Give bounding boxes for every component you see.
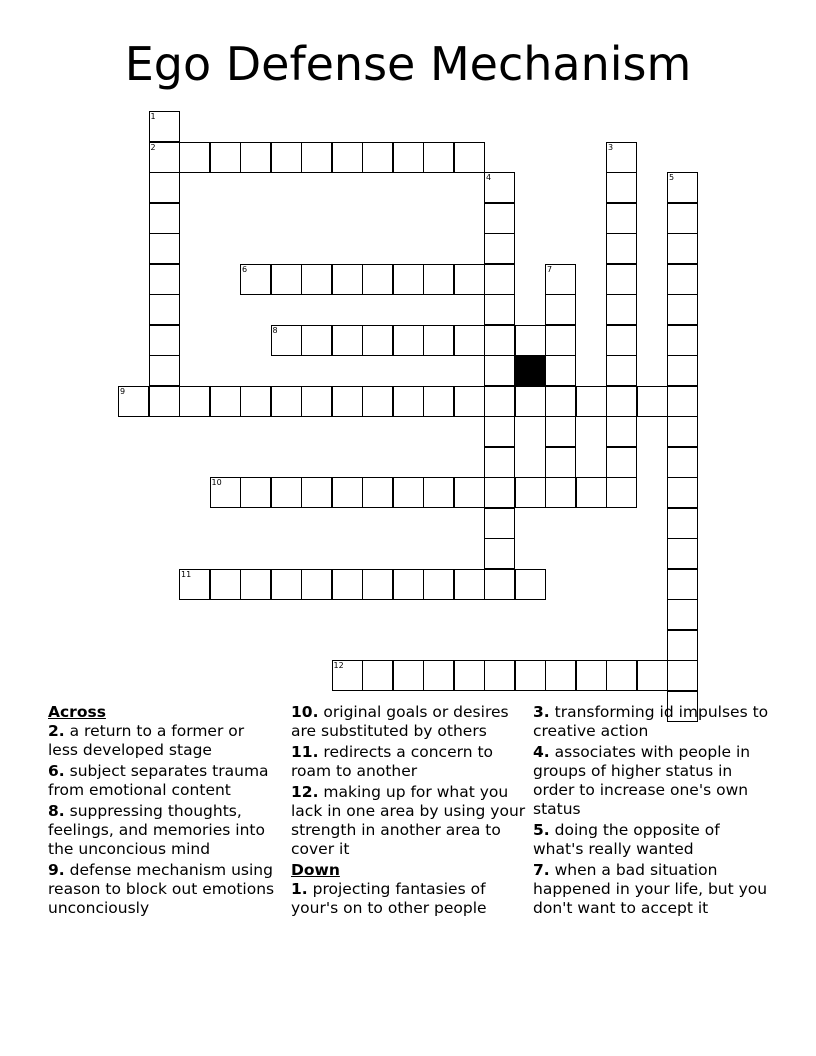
grid-cell[interactable] — [423, 569, 454, 600]
clue-across-10: 10. original goals or desires are substituted by others — [291, 703, 509, 740]
grid-cell[interactable] — [606, 203, 637, 234]
grid-cell[interactable] — [454, 325, 485, 356]
grid-cell[interactable] — [210, 569, 241, 600]
grid-cell[interactable] — [454, 264, 485, 295]
grid-cell[interactable] — [667, 294, 698, 325]
clue-down-5: 5. doing the opposite of what's really wanted — [533, 821, 720, 858]
cell-number-4: 4 — [486, 173, 492, 182]
grid-cell[interactable] — [362, 264, 393, 295]
cell-number-7: 7 — [547, 264, 553, 274]
grid-cell[interactable] — [667, 508, 698, 539]
grid-cell[interactable] — [515, 569, 546, 600]
grid-cell[interactable] — [515, 386, 546, 417]
clue-across-11: 11. redirects a concern to roam to another — [291, 743, 494, 780]
grid-cell[interactable] — [637, 660, 668, 691]
grid-cell[interactable] — [606, 233, 637, 264]
grid-cell[interactable] — [484, 538, 515, 569]
cell-number-8: 8 — [272, 325, 278, 335]
grid-cell[interactable] — [667, 569, 698, 600]
grid-cell[interactable] — [606, 416, 637, 447]
grid-cell[interactable] — [606, 294, 637, 325]
grid-cell[interactable] — [149, 325, 180, 356]
grid-cell[interactable] — [362, 477, 393, 508]
clue-down-1: 1. projecting fantasies of your's on to other people — [291, 880, 487, 917]
grid-cell[interactable] — [667, 599, 698, 630]
grid-cell[interactable] — [301, 264, 332, 295]
grid-cell[interactable] — [393, 569, 424, 600]
cell-number-1: 1 — [150, 112, 156, 121]
grid-cell[interactable] — [545, 325, 576, 356]
grid-cell[interactable] — [515, 477, 546, 508]
grid-cell[interactable] — [484, 447, 515, 478]
grid-cell[interactable] — [393, 386, 424, 417]
cell-number-2: 2 — [150, 142, 156, 152]
grid-cell[interactable] — [149, 233, 180, 264]
grid-cell[interactable] — [545, 294, 576, 325]
grid-cell[interactable] — [454, 569, 485, 600]
cell-number-11: 11 — [181, 569, 192, 579]
grid-cell[interactable] — [667, 264, 698, 295]
grid-cell[interactable] — [271, 386, 302, 417]
grid-cell[interactable] — [484, 416, 515, 447]
grid-cell[interactable] — [332, 142, 363, 173]
clues-column-3 — [533, 703, 773, 920]
grid-cell[interactable] — [423, 142, 454, 173]
grid-cell[interactable] — [637, 386, 668, 417]
grid-cell[interactable] — [332, 325, 363, 356]
grid-cell[interactable] — [545, 355, 576, 386]
grid-cell[interactable] — [332, 569, 363, 600]
grid-cell[interactable] — [393, 660, 424, 691]
clue-across-9: 9. defense mechanism using reason to block out emotions unconciously — [48, 861, 275, 917]
grid-cell[interactable] — [484, 660, 515, 691]
clue-down-7: 7. when a bad situation happened in your life, but you don't want to accept it — [533, 861, 768, 917]
clue-down-4: 4. associates with people in groups of higher status in order to increase one's own status — [533, 743, 751, 818]
grid-cell[interactable] — [606, 264, 637, 295]
grid-cell[interactable] — [667, 233, 698, 264]
grid-cell[interactable] — [393, 325, 424, 356]
grid-cell[interactable] — [515, 660, 546, 691]
grid-cell[interactable] — [606, 660, 637, 691]
grid-cell[interactable] — [454, 660, 485, 691]
grid-cell[interactable] — [240, 569, 271, 600]
grid-cell[interactable] — [606, 386, 637, 417]
grid-cell[interactable] — [423, 325, 454, 356]
grid-cell[interactable] — [332, 477, 363, 508]
grid-cell[interactable] — [667, 416, 698, 447]
grid-cell[interactable] — [423, 386, 454, 417]
cell-number-10: 10 — [211, 478, 222, 487]
cell-number-3: 3 — [608, 142, 614, 152]
grid-cell[interactable] — [240, 477, 271, 508]
grid-cell[interactable] — [332, 386, 363, 417]
cell-number-6: 6 — [242, 264, 248, 274]
grid-cell[interactable] — [606, 355, 637, 386]
grid-cell[interactable] — [606, 325, 637, 356]
grid-cell[interactable] — [606, 447, 637, 478]
cell-number-9: 9 — [120, 386, 126, 396]
black-square — [515, 355, 546, 386]
grid-cell[interactable] — [545, 447, 576, 478]
grid-cell[interactable] — [362, 325, 393, 356]
grid-cell[interactable] — [667, 630, 698, 661]
grid-cell[interactable] — [301, 569, 332, 600]
grid-cell[interactable] — [667, 538, 698, 569]
grid-cell[interactable] — [484, 508, 515, 539]
grid-cell[interactable] — [484, 386, 515, 417]
grid-cell[interactable] — [423, 477, 454, 508]
grid-cell[interactable] — [667, 447, 698, 478]
clue-across-2: 2. a return to a former or less developed stage — [48, 722, 245, 759]
grid-cell[interactable] — [667, 355, 698, 386]
grid-cell[interactable] — [576, 477, 607, 508]
grid-cell[interactable] — [179, 386, 210, 417]
grid-cell[interactable] — [149, 386, 180, 417]
clue-across-8: 8. suppressing thoughts, feelings, and memories into the unconcious mind — [48, 802, 265, 858]
clue-across-6: 6. subject separates trauma from emotional content — [48, 762, 269, 799]
clue-across-12: 12. making up for what you lack in one area by using your strength in another area to cover it — [291, 783, 526, 858]
grid-cell[interactable] — [301, 142, 332, 173]
grid-cell[interactable] — [210, 386, 241, 417]
grid-cell[interactable] — [149, 264, 180, 295]
grid-cell[interactable] — [576, 660, 607, 691]
cell-number-5: 5 — [669, 173, 675, 182]
grid-cell[interactable] — [667, 477, 698, 508]
grid-cell[interactable] — [606, 172, 637, 203]
grid-cell[interactable] — [149, 355, 180, 386]
grid-cell[interactable] — [484, 294, 515, 325]
grid-cell[interactable] — [362, 569, 393, 600]
grid-cell[interactable] — [362, 660, 393, 691]
grid-cell[interactable] — [484, 203, 515, 234]
grid-cell[interactable] — [484, 569, 515, 600]
grid-cell[interactable] — [515, 325, 546, 356]
grid-cell[interactable] — [484, 355, 515, 386]
grid-cell[interactable] — [149, 203, 180, 234]
grid-cell[interactable] — [576, 386, 607, 417]
grid-cell[interactable] — [667, 386, 698, 417]
grid-cell[interactable] — [454, 142, 485, 173]
puzzle-title: Ego Defense Mechanism — [124, 37, 692, 91]
grid-cell[interactable] — [271, 569, 302, 600]
grid-cell[interactable] — [240, 386, 271, 417]
grid-cell[interactable] — [362, 386, 393, 417]
grid-cell[interactable] — [423, 264, 454, 295]
grid-cell[interactable] — [210, 142, 241, 173]
cell-number-12: 12 — [333, 661, 344, 670]
across-heading: Across — [48, 703, 106, 721]
grid-cell[interactable] — [362, 142, 393, 173]
grid-cell[interactable] — [667, 660, 698, 691]
down-heading: Down — [291, 861, 340, 879]
clues-column-1 — [48, 703, 276, 920]
grid-cell[interactable] — [606, 477, 637, 508]
grid-cell[interactable] — [332, 264, 363, 295]
grid-cell[interactable] — [393, 142, 424, 173]
grid-cell[interactable] — [667, 325, 698, 356]
grid-cell[interactable] — [271, 264, 302, 295]
grid-cell[interactable] — [271, 142, 302, 173]
grid-cell[interactable] — [393, 264, 424, 295]
grid-cell[interactable] — [423, 660, 454, 691]
grid-cell[interactable] — [149, 172, 180, 203]
grid-cell[interactable] — [484, 233, 515, 264]
grid-cell[interactable] — [393, 477, 424, 508]
grid-cell[interactable] — [545, 477, 576, 508]
grid-cell[interactable] — [545, 416, 576, 447]
grid-cell[interactable] — [149, 294, 180, 325]
grid-cell[interactable] — [484, 264, 515, 295]
grid-cell[interactable] — [484, 477, 515, 508]
clue-down-3: 3. transforming id impulses to creative action — [533, 703, 769, 740]
grid-cell[interactable] — [301, 325, 332, 356]
grid-cell[interactable] — [301, 477, 332, 508]
grid-cell[interactable] — [667, 203, 698, 234]
grid-cell[interactable] — [301, 386, 332, 417]
grid-cell[interactable] — [454, 386, 485, 417]
grid-cell[interactable] — [545, 386, 576, 417]
grid-cell[interactable] — [484, 325, 515, 356]
grid-cell[interactable] — [545, 660, 576, 691]
clues-column-2 — [291, 703, 526, 920]
grid-cell[interactable] — [179, 142, 210, 173]
grid-cell[interactable] — [454, 477, 485, 508]
grid-cell[interactable] — [271, 477, 302, 508]
grid-cell[interactable] — [240, 142, 271, 173]
